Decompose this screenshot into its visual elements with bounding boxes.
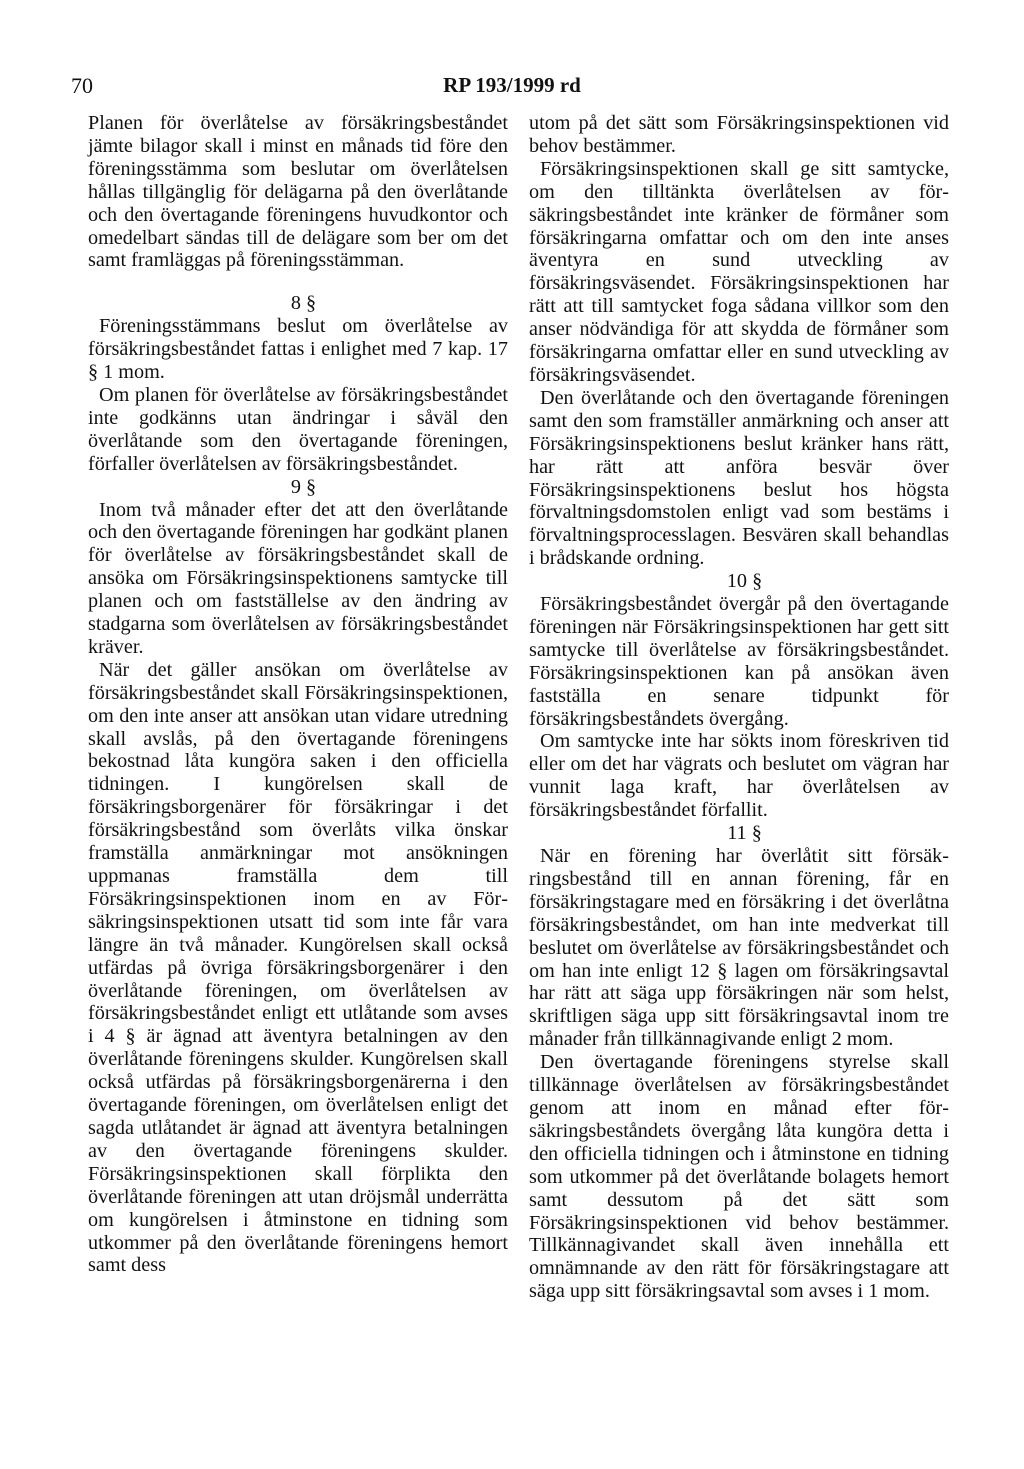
paragraph: När en förening har överlåtit sitt försäkringsbestånd till en annan förening, får en försäkringstagare med en försäkring i det överlåtna försäkringsbeståndet, om han inte medverkat till beslutet om överlåtelse av försäkringsbeståndet och om han inte enligt 12 § lagen om försäkringsavtal har rätt att säga upp försäkringen när som helst, skriftligen säga upp sitt försäkringsavtal inom tre månader från tillkännagivande enligt 2 mom. — [529, 845, 949, 1051]
paragraph: Om samtycke inte har sökts inom föreskriven tid eller om det har vägrats och beslutet om vägran har vunnit laga kraft, har överlåtelsen av försäkringsbeståndet förfallit. — [529, 730, 949, 822]
paragraph: Försäkringsinspektionen skall ge sitt samtycke, om den tilltänkta överlåtelsen av försäkringsbeståndet inte kränker de förmåner som försäkringarna omfattar och om den inte anses äventyra en sund utveckling av försäkringsväsendet. Försäkringsinspektionen har rätt att till samtycket foga sådana villkor som den anser nödvändiga för att skydda de förmåner som försäkringarna omfattar eller en sund utveckling av försäkringsväsendet. — [529, 157, 949, 386]
paragraph: utom på det sätt som Försäkringsinspektionen vid behov bestämmer. — [529, 112, 949, 157]
right-column — [529, 112, 949, 1303]
paragraph: Försäkringsbeståndet övergår på den övertagande föreningen när Försäkringsinspektionen har gett sitt samtycke till överlåtelse av försäkringsbeståndet. Försäkringsinspektionen kan på ansökan även fastställa en senare tidpunkt för försäkringsbeståndets övergång. — [529, 593, 949, 730]
page-number: 70 — [71, 73, 93, 98]
paragraph: Planen för överlåtelse av försäkringsbeståndet jämte bilagor skall i minst en månads tid före den föreningsstämma som beslutar om överlåtelsen hållas tillgänglig för delägarna på den överlåtande och den övertagande föreningens huvudkontor och omedelbart sändas till de delägare som ber om det samt framläggas på föreningsstämman. — [88, 112, 508, 272]
paragraph: Den överlåtande och den övertagande föreningen samt den som framställer anmärkning och anser att Försäkringsinspektionens beslut kränker hans rätt, har rätt att anföra besvär över Försäkringsinspektionens beslut hos högsta förvaltningsdomstolen enligt vad som bestäms i förvaltningsprocesslagen. Besvären skall behandlas i brådskande ordning. — [529, 386, 949, 570]
paragraph: Föreningsstämmans beslut om överlåtelse av försäkringsbeståndet fattas i enlighet med 7 kap. 17 § 1 mom. — [88, 315, 508, 384]
paragraph: Inom två månader efter det att den överlåtande och den övertagande föreningen har godkänt planen för överlåtelse av försäkringsbeståndet skall de ansöka om Försäkringsinspektionens samtycke till planen och om fastställelse av den ändring av stadgarna som överlåtelsen av försäkringsbeståndet kräver. — [88, 498, 508, 658]
section-heading-8: 8 § — [290, 292, 317, 315]
running-title: RP 193/1999 rd — [443, 73, 581, 97]
left-column — [88, 112, 508, 1277]
page-header — [0, 73, 1024, 103]
section-heading-10: 10 § — [726, 570, 763, 593]
paragraph: Om planen för överlåtelse av försäkringsbeståndet inte godkänns utan ändringar i såväl den överlåtande som den övertagande föreningen, förfaller överlåtelsen av försäkringsbeståndet. — [88, 383, 508, 475]
paragraph: När det gäller ansökan om överlåtelse av försäkringsbeståndet skall Försäkringsinspektionen, om den inte anser att ansökan utan vidare utredning skall avslås, på den övertagande föreningens bekostnad låta kungöra saken i den officiella tidningen. I kungörelsen skall de försäkringsborgenärer för försäkringar i det försäkringsbestånd som överlåts vilka önskar framställa anmärkningar mot ansökningen uppmanas framställa dem till Försäkringsinspektionen inom en av Försäkringsinspektionen utsatt tid som inte får vara längre än två månader. Kungörelsen skall också utfärdas på övriga försäkringsborgenärer i den överlåtande föreningen, om överlåtelsen av försäkringsbeståndet enligt ett utlåtande som avses i 4 § är ägnad att äventyra betalningen av den överlåtande föreningens skulder. Kungörelsen skall också utfärdas på försäkringsborgenärerna i den övertagande föreningen, om överlåtelsen enligt det sagda utlåtandet är ägnad att äventyra betalningen av den övertagande föreningens skulder. Försäkringsinspektionen skall förplikta den överlåtande föreningen att utan dröjsmål underrätta om kungörelsen i åtminstone en tidning som utkommer på den överlåtande föreningens hemort samt dess — [88, 658, 508, 1277]
paragraph: Den övertagande föreningens styrelse skall tillkännage överlåtelsen av försäkringsbeståndet genom att inom en månad efter försäkringsbeståndets övergång låta kungöra detta i den officiella tidningen och i åtminstone en tidning som utkommer på det överlåtande bolagets hemort samt dessutom på det sätt som Försäkringsinspektionen vid behov bestämmer. Tillkännagivandet skall även innehålla ett omnämnande av den rätt för försäkringstagare att säga upp sitt försäkringsavtal som avses i 1 mom. — [529, 1051, 949, 1303]
section-heading-11: 11 § — [727, 822, 762, 845]
section-heading-9: 9 § — [290, 475, 317, 498]
